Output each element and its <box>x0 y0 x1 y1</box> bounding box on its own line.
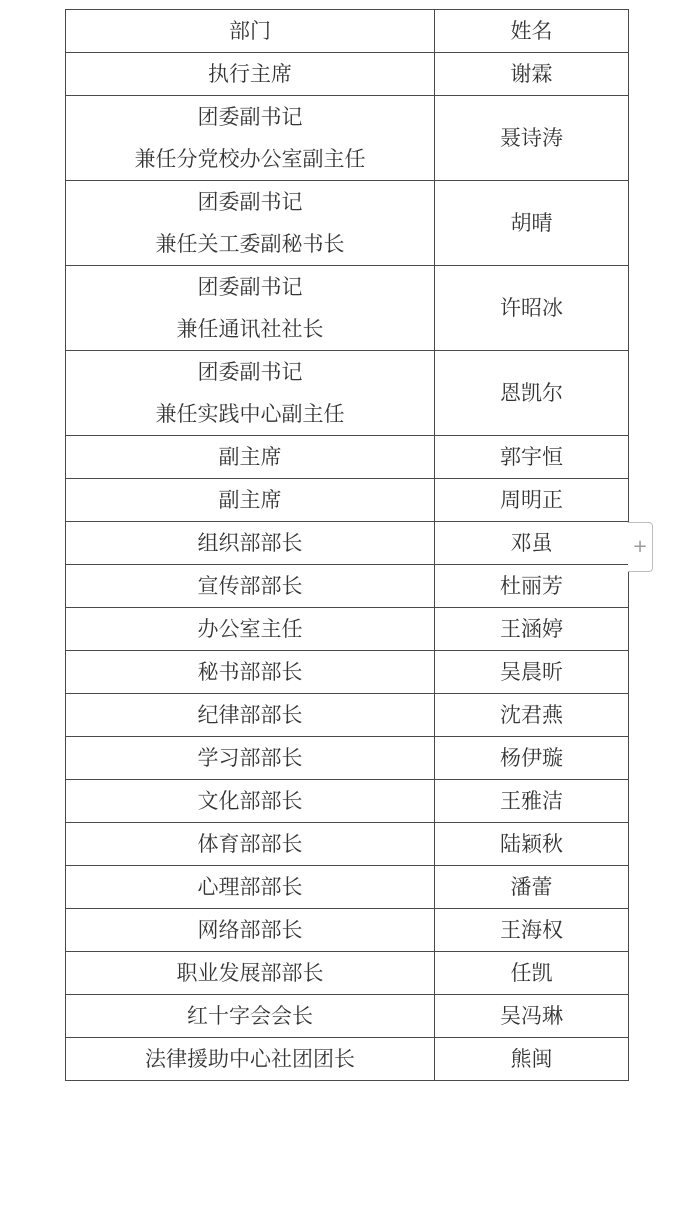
name-cell: 周明正 <box>435 479 629 522</box>
position-text: 团委副书记 <box>197 275 303 299</box>
position-text: 团委副书记 <box>197 190 303 214</box>
position-cell <box>66 479 435 522</box>
name-cell: 杜丽芳 <box>435 565 629 608</box>
position-text: 纪律部部长 <box>197 703 303 727</box>
name-cell: 陆颖秋 <box>435 823 629 866</box>
table-row <box>66 181 629 266</box>
name-cell: 王海权 <box>435 909 629 952</box>
position-text: 法律援助中心社团团长 <box>145 1047 355 1071</box>
name-cell: 王涵婷 <box>435 608 629 651</box>
position-text: 兼任实践中心副主任 <box>155 402 345 426</box>
position-cell <box>66 266 435 351</box>
expand-side-button[interactable] <box>628 522 653 572</box>
name-cell: 潘蕾 <box>435 866 629 909</box>
position-cell <box>66 737 435 780</box>
position-text: 兼任分党校办公室副主任 <box>134 147 366 171</box>
name-cell: 邓虽 <box>435 522 629 565</box>
table-row <box>66 1038 629 1081</box>
table-row <box>66 53 629 96</box>
table-row <box>66 436 629 479</box>
position-cell <box>66 522 435 565</box>
position-cell <box>66 96 435 181</box>
position-cell <box>66 436 435 479</box>
position-cell <box>66 866 435 909</box>
position-text: 副主席 <box>218 488 282 512</box>
name-cell: 谢霖 <box>435 53 629 96</box>
position-text: 秘书部部长 <box>197 660 303 684</box>
position-cell <box>66 565 435 608</box>
table-row <box>66 823 629 866</box>
position-cell <box>66 351 435 436</box>
table-row <box>66 96 629 181</box>
table-row <box>66 952 629 995</box>
name-cell: 许昭冰 <box>435 266 629 351</box>
position-text: 团委副书记 <box>197 105 303 129</box>
position-text: 兼任通讯社社长 <box>176 317 324 341</box>
position-text: 心理部部长 <box>197 875 303 899</box>
table-row <box>66 694 629 737</box>
position-text: 兼任关工委副秘书长 <box>155 232 345 256</box>
position-text: 办公室主任 <box>197 617 303 641</box>
position-text: 学习部部长 <box>197 746 303 770</box>
table-header-row <box>66 10 629 53</box>
position-text: 组织部部长 <box>197 531 303 555</box>
table-row <box>66 780 629 823</box>
position-text: 执行主席 <box>208 62 292 86</box>
name-cell: 恩凯尔 <box>435 351 629 436</box>
position-text: 团委副书记 <box>197 360 303 384</box>
position-cell <box>66 53 435 96</box>
position-text: 宣传部部长 <box>197 574 303 598</box>
position-cell <box>66 651 435 694</box>
position-cell <box>66 608 435 651</box>
position-cell <box>66 1038 435 1081</box>
table-row <box>66 995 629 1038</box>
position-cell <box>66 995 435 1038</box>
table-row <box>66 651 629 694</box>
roster-table-container <box>65 9 628 1081</box>
name-cell: 郭宇恒 <box>435 436 629 479</box>
position-text: 红十字会会长 <box>187 1004 313 1028</box>
name-cell: 任凯 <box>435 952 629 995</box>
position-cell <box>66 694 435 737</box>
position-text: 网络部部长 <box>197 918 303 942</box>
roster-table-body <box>66 10 629 1081</box>
name-cell: 聂诗涛 <box>435 96 629 181</box>
position-cell <box>66 181 435 266</box>
position-cell <box>66 952 435 995</box>
header-department: 部门 <box>66 10 435 53</box>
name-cell: 胡晴 <box>435 181 629 266</box>
table-row <box>66 351 629 436</box>
position-cell <box>66 823 435 866</box>
table-row <box>66 565 629 608</box>
position-text: 副主席 <box>218 445 282 469</box>
table-row <box>66 909 629 952</box>
name-cell: 熊闽 <box>435 1038 629 1081</box>
table-row <box>66 266 629 351</box>
plus-icon: + <box>632 536 648 557</box>
position-text: 职业发展部部长 <box>176 961 324 985</box>
name-cell: 王雅洁 <box>435 780 629 823</box>
table-row <box>66 522 629 565</box>
header-name: 姓名 <box>435 10 629 53</box>
position-text: 体育部部长 <box>197 832 303 856</box>
position-cell <box>66 909 435 952</box>
roster-table <box>65 9 629 1081</box>
name-cell: 杨伊璇 <box>435 737 629 780</box>
table-row <box>66 608 629 651</box>
table-row <box>66 479 629 522</box>
position-text: 文化部部长 <box>197 789 303 813</box>
position-cell <box>66 780 435 823</box>
name-cell: 吴晨昕 <box>435 651 629 694</box>
name-cell: 吴冯琳 <box>435 995 629 1038</box>
name-cell: 沈君燕 <box>435 694 629 737</box>
table-row <box>66 866 629 909</box>
table-row <box>66 737 629 780</box>
